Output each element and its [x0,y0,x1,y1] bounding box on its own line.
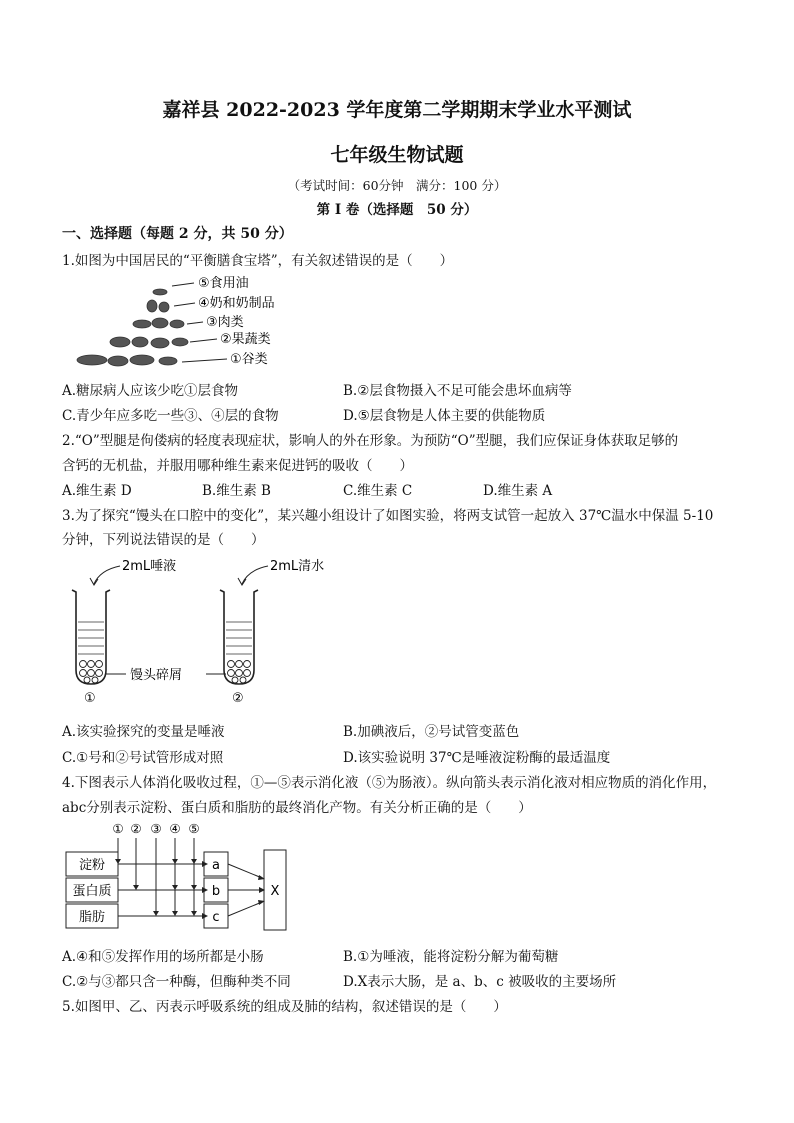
bread-crumb-label: 馒头碎屑 [130,668,183,683]
q4-option-d[interactable]: D.X表示大肠，是 a、b、c 被吸收的主要场所 [343,974,617,990]
juice-3: ③ [150,821,162,836]
exam-title: 嘉祥县 2022-2023 学年度第二学期期末学业水平测试 [162,99,632,121]
saliva-label: 2mL唾液 [122,559,177,574]
tube-1-label: ① [84,691,96,706]
pyramid-label-1: ①谷类 [230,352,268,367]
exam-info: （考试时间：60分钟 满分：100 分） [287,178,507,193]
q1-option-c[interactable]: C.青少年应多吃一些③、④层的食物 [62,408,279,424]
q4-option-a[interactable]: A.④和⑤发挥作用的场所都是小肠 [62,949,264,965]
product-b: b [211,884,221,899]
question-5-stem: 5.如图甲、乙、丙表示呼吸系统的组成及肺的结构，叙述错误的是（ ） [62,999,507,1015]
q3-option-c[interactable]: C.①号和②号试管形成对照 [62,750,224,766]
q1-option-a[interactable]: A.糖尿病人应该少吃①层食物 [62,383,239,399]
juice-5: ⑤ [188,821,200,836]
question-3-stem-line2: 分钟，下列说法错误的是（ ） [62,532,265,548]
digestion-diagram [62,818,302,936]
question-3-stem-line1: 3.为了探究“馒头在口腔中的变化”，某兴趣小组设计了如图实验，将两支试管一起放入 37℃温水中保温 5-10 [62,508,714,524]
q1-option-b[interactable]: B.②层食物摄入不足可能会患坏血病等 [343,383,572,399]
q4-option-b[interactable]: B.①为唾液，能将淀粉分解为葡萄糖 [343,949,559,965]
product-c: c [212,910,220,925]
q3-option-d[interactable]: D.该实验说明 37℃是唾液淀粉酶的最适温度 [343,750,611,766]
question-2-stem-line1: 2.“O”型腿是佝偻病的轻度表现症状，影响人的外在形象。为预防“O”型腿，我们应保证身体获取足够的 [62,433,679,449]
pyramid-label-5: ⑤食用油 [198,276,249,291]
q2-option-d[interactable]: D.维生素 A [483,483,553,499]
section-heading: 一、选择题（每题 2 分，共 50 分） [62,226,293,242]
pyramid-label-4: ④奶和奶制品 [198,296,275,311]
q4-option-c[interactable]: C.②与③都只含一种酶，但酶种类不同 [62,974,291,990]
pyramid-label-2: ②果蔬类 [220,332,271,347]
product-a: a [212,858,220,873]
exam-subtitle: 七年级生物试题 [330,144,464,166]
juice-2: ② [130,821,142,836]
q2-option-b[interactable]: B.维生素 B [202,483,271,499]
volume-heading: 第 I 卷（选择题 50 分） [316,202,478,218]
pyramid-label-3: ③肉类 [206,315,244,330]
question-4-stem-line1: 4.下图表示人体消化吸收过程，①—⑤表示消化液（⑤为肠液）。纵向箭头表示消化液对相应物质的消化作用， [62,775,717,791]
question-4-stem-line2: abc分别表示淀粉、蛋白质和脂肪的最终消化产物。有关分析正确的是（ ） [62,800,532,816]
q2-option-a[interactable]: A.维生素 D [62,483,132,499]
q2-option-c[interactable]: C.维生素 C [343,483,413,499]
q3-option-a[interactable]: A.该实验探究的变量是唾液 [62,724,225,740]
test-tube-figure [62,552,382,707]
food-pyramid-figure [62,272,302,372]
tube-2-label: ② [232,691,244,706]
question-1-stem: 1.如图为中国居民的“平衡膳食宝塔”，有关叙述错误的是（ ） [62,253,454,269]
juice-4: ④ [169,821,181,836]
organ-x: X [270,884,280,899]
juice-1: ① [112,821,124,836]
q3-option-b[interactable]: B.加碘液后，②号试管变蓝色 [343,724,520,740]
q1-option-d[interactable]: D.⑤层食物是人体主要的供能物质 [343,408,546,424]
nutrient-fat: 脂肪 [78,910,106,925]
nutrient-starch: 淀粉 [78,858,106,873]
water-label: 2mL清水 [270,559,325,574]
test-tube-2 [220,590,258,684]
question-2-stem-line2: 含钙的无机盐，并服用哪种维生素来促进钙的吸收（ ） [62,458,413,474]
test-tube-1 [72,590,110,684]
nutrient-protein: 蛋白质 [72,884,112,899]
